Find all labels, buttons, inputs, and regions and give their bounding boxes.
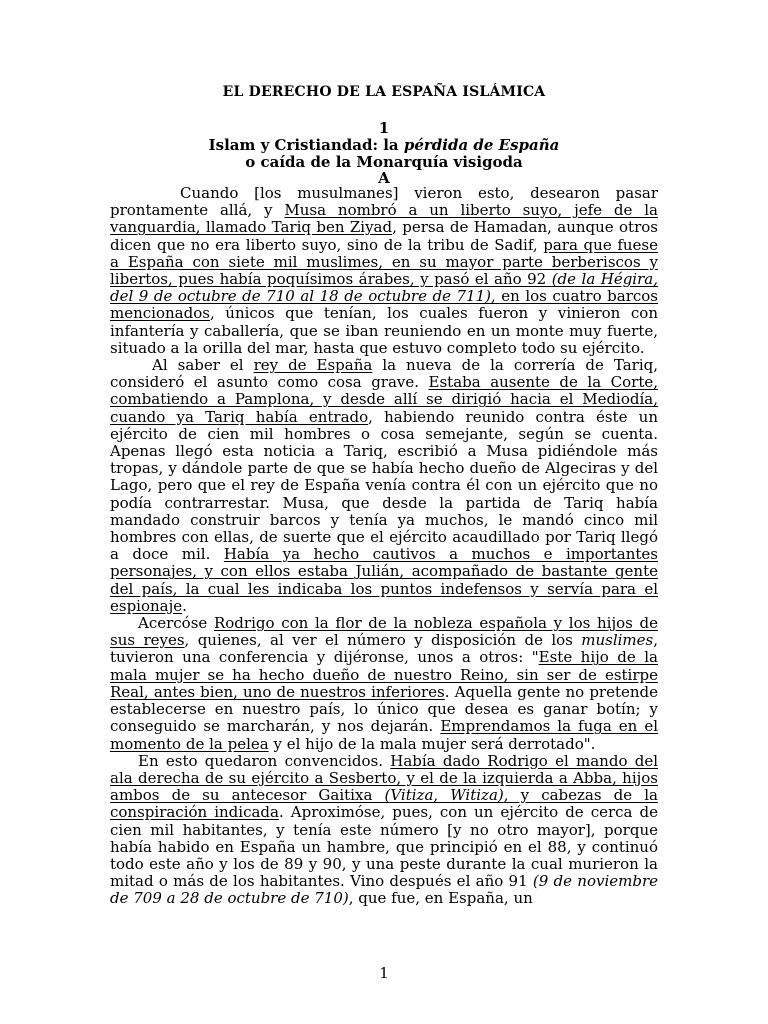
text-run: Musa nombró a un liberto suyo, jefe de la vanguardia, llamado Tariq ben Ziyad — [110, 201, 658, 237]
text-run: Este hijo de la mala mujer se ha hecho dueño de nuestro Reino, sin ser de estirpe Real, antes bien, uno de nuestros inferiores — [110, 648, 658, 701]
text-run: muslimes — [581, 631, 654, 650]
paragraph-1 — [110, 185, 658, 357]
page-number: 1 — [379, 964, 389, 982]
text-run: Había ya hecho cautivos a muchos e importantes personajes, y con ellos estaba Julián, acompañado de bastante gente del país, la cual les indicaba los puntos indefensos y servía para el espionaje — [110, 545, 658, 615]
text-run: . Aquella gente no pretende establecerse en nuestro país, lo único que desea es ganar botín; y conseguido se marcharán, y nos dejarán. — [110, 682, 659, 736]
subsection-letter: A — [378, 169, 390, 187]
text-run: Cuando [los musulmanes] vieron esto, desearon pasar prontamente allá, y — [110, 184, 658, 220]
text-run: , — [433, 786, 451, 805]
paragraph-2 — [110, 357, 658, 615]
text-run: , quienes, al ver el número y disposición de los — [184, 631, 582, 650]
text-run: Rodrigo con la flor de la nobleza española y los hijos de sus reyes — [110, 614, 658, 650]
text-run: y el hijo de la mala mujer será derrotado". — [268, 734, 596, 753]
text-run: Estaba ausente de la Corte, combatiendo a Pamplona, y desde allí se dirigió hacia el Mediodía, cuando ya Tariq había entrado — [110, 373, 658, 426]
paragraph-3 — [110, 615, 658, 753]
text-run: Witiza) — [450, 786, 504, 805]
text-run: (Vitiza — [384, 786, 434, 805]
text-run: , únicos que tenían, los cuales fueron y vinieron con infantería y caballería, que se iban reuniendo en un monte muy fuerte, situado a la orilla del mar, hasta que estuvo completo todo su ejército. — [110, 304, 658, 357]
document-title: EL DERECHO DE LA ESPAÑA ISLÁMICA — [222, 84, 546, 100]
text-run: (9 de noviembre de 709 a 28 de octubre de 710) — [110, 872, 658, 908]
text-run: , que fue, en España, un — [348, 889, 533, 908]
text-run: , tuvieron una conferencia y dijéronse, unos a otros: " — [110, 631, 659, 667]
paragraph-4 — [110, 753, 658, 908]
chapter-heading-line-1 — [0, 137, 768, 154]
text-run: , y cabezas de la conspiración indicada — [110, 786, 658, 822]
chapter-heading-italic: pérdida de España — [403, 136, 560, 154]
text-run: , habiendo reunido contra éste un ejército de cien mil hombres o cosa semejante, según se cuenta. Apenas llegó esta noticia a Tariq, escribió a Musa pidiéndole más tropas, y dándole parte de que se había hecho dueño de Algeciras y del Lago, pero que el rey de España venía contra él con un ejército que no podía contrarrestar. Musa, que desde la partida de Tariq había mandado construir barcos y tenía ya muchos, le mandó cinco mil hombres con ellas, de suerte que el ejército acaudillado por Tariq llegó a doce mil. — [110, 407, 658, 564]
text-run: . — [182, 596, 187, 615]
text-run: En esto quedaron convencidos. — [138, 751, 391, 770]
text-run: rey de España — [253, 356, 373, 375]
text-run: , en los cuatro barcos mencionados — [110, 287, 658, 323]
text-run: . Aproximóse, pues, con un ejército de cerca de cien mil habitantes, y tenía este número [y no otro mayor], porque había habido en España un hambre, que principió en el 88, y continuó todo este año y los de 89 y 90, y una peste durante la cual murieron la mitad o más de los habitantes. Vino después el año 91 — [110, 803, 658, 891]
section-number: 1 — [378, 119, 390, 137]
text-run: Había dado Rodrigo el mando del ala derecha de su ejército a Sesberto, y el de la izquierda a Abba, hijos ambos de su antecesor Gaitixa — [110, 751, 659, 805]
text-run: (de la Hégira, del 9 de octubre de 710 al 18 de octubre de 711) — [110, 270, 658, 306]
body-text — [110, 185, 658, 908]
text-run: Al saber el — [152, 356, 254, 375]
text-run: , persa de Hamadan, aunque otros dicen que no era liberto suyo, sino de la tribu de Sadif, — [110, 218, 658, 254]
text-run: Emprendamos la fuga en el momento de la pelea — [110, 717, 659, 753]
text-run: la nueva de la correría de Tariq, consideró el asunto como cosa grave. — [110, 356, 658, 392]
chapter-heading-text: Islam y Cristiandad: la — [208, 136, 404, 154]
chapter-heading-line-2: o caída de la Monarquía visigoda — [245, 153, 523, 171]
text-run: para que fuese a España con siete mil muslimes, en su mayor parte berberiscos y libertos, pues había poquísimos árabes, y pasó el año 92 — [110, 235, 658, 289]
text-run: Acercóse — [138, 614, 214, 633]
